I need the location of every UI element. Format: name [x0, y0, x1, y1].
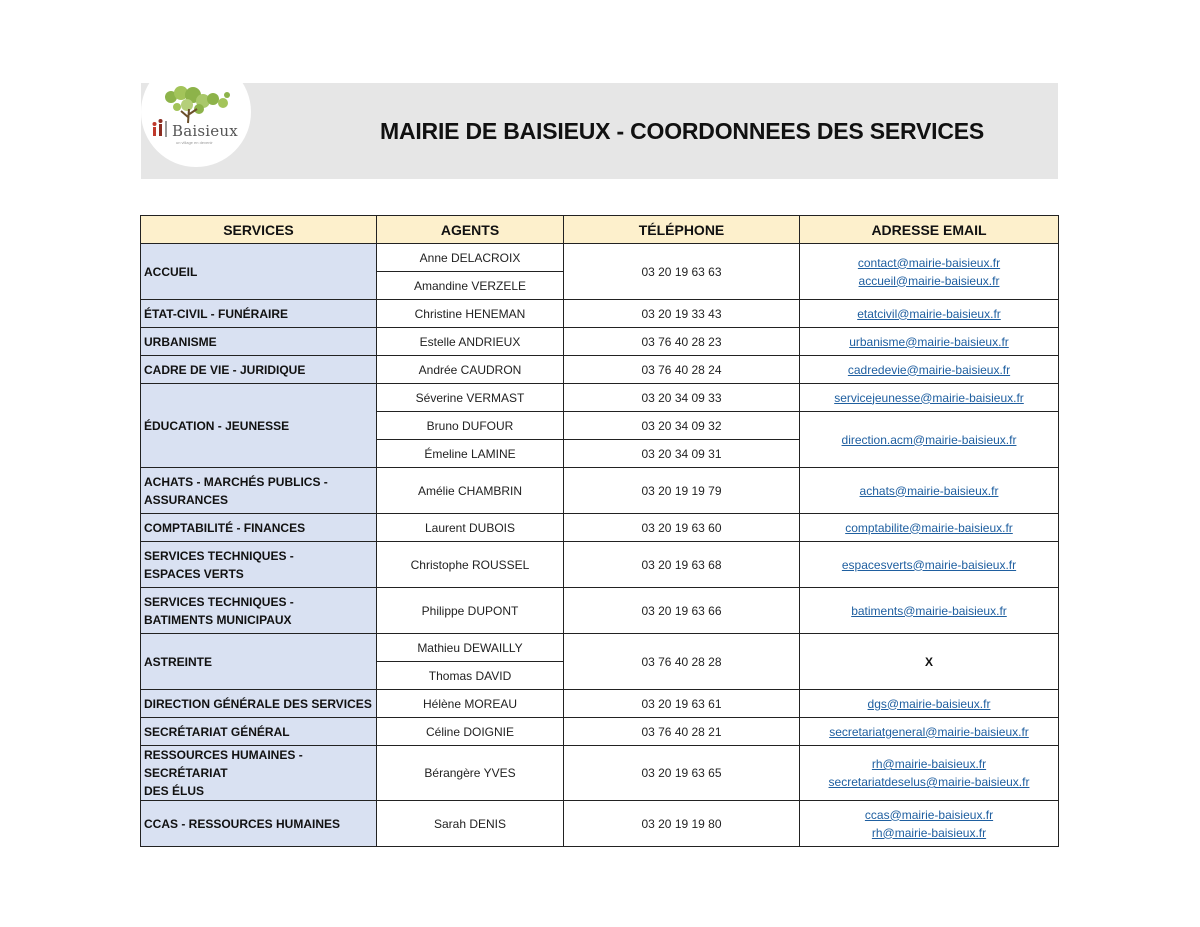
- email-cell: [800, 634, 1059, 690]
- service-line: SERVICES TECHNIQUES -: [144, 548, 294, 563]
- email-link[interactable]: dgs@mairie-baisieux.fr: [867, 696, 991, 711]
- phone-cell: 03 20 19 63 60: [564, 514, 800, 542]
- service-line: ESPACES VERTS: [144, 566, 244, 581]
- email-cell: [800, 588, 1059, 634]
- email-link[interactable]: rh@mairie-baisieux.fr: [871, 825, 987, 840]
- email-link[interactable]: secretariatgeneral@mairie-baisieux.fr: [829, 724, 1029, 739]
- page-title: MAIRIE DE BAISIEUX - COORDONNEES DES SERVICES: [380, 118, 985, 144]
- phone-cell: 03 20 34 09 33: [564, 384, 800, 412]
- phone-cell: 03 20 19 63 66: [564, 588, 800, 634]
- table-row: [141, 718, 1059, 746]
- email-link[interactable]: espacesverts@mairie-baisieux.fr: [841, 557, 1017, 572]
- phone-cell: 03 20 34 09 31: [564, 440, 800, 468]
- agent-cell: Christine HENEMAN: [377, 300, 564, 328]
- service-cell: [141, 542, 377, 588]
- service-cell: ACCUEIL: [141, 244, 377, 300]
- email-cell: [800, 801, 1059, 847]
- logo-text: Baisieux: [172, 122, 238, 140]
- phone-cell: 03 20 19 63 68: [564, 542, 800, 588]
- email-cell: [800, 384, 1059, 412]
- email-cell: [800, 468, 1059, 514]
- table-row: [141, 542, 1059, 588]
- service-line: ASSURANCES: [144, 492, 229, 507]
- agent-cell: Céline DOIGNIE: [377, 718, 564, 746]
- agent-cell: Philippe DUPONT: [377, 588, 564, 634]
- column-header-email: ADRESSE EMAIL: [800, 216, 1059, 244]
- agent-cell: Andrée CAUDRON: [377, 356, 564, 384]
- service-cell: CADRE DE VIE - JURIDIQUE: [141, 356, 377, 384]
- phone-cell: 03 76 40 28 21: [564, 718, 800, 746]
- table-row: [141, 588, 1059, 634]
- email-cell: [800, 356, 1059, 384]
- email-cell: [800, 746, 1059, 801]
- column-header-agents: AGENTS: [377, 216, 564, 244]
- agent-cell: Amandine VERZELE: [377, 272, 564, 300]
- agent-cell: Hélène MOREAU: [377, 690, 564, 718]
- email-cell: [800, 542, 1059, 588]
- service-cell: SECRÉTARIAT GÉNÉRAL: [141, 718, 377, 746]
- email-cell: [800, 300, 1059, 328]
- services-table: [140, 215, 1059, 847]
- table-row: [141, 801, 1059, 847]
- phone-cell: 03 76 40 28 28: [564, 634, 800, 690]
- service-line: ACHATS - MARCHÉS PUBLICS -: [144, 474, 328, 489]
- phone-cell: 03 20 34 09 32: [564, 412, 800, 440]
- service-cell: ÉDUCATION - JEUNESSE: [141, 384, 377, 468]
- email-link[interactable]: direction.acm@mairie-baisieux.fr: [841, 432, 1017, 447]
- email-link[interactable]: accueil@mairie-baisieux.fr: [858, 273, 1000, 288]
- agent-cell: Séverine VERMAST: [377, 384, 564, 412]
- email-link[interactable]: etatcivil@mairie-baisieux.fr: [857, 306, 1001, 321]
- phone-cell: 03 20 19 33 43: [564, 300, 800, 328]
- email-link[interactable]: servicejeunesse@mairie-baisieux.fr: [834, 390, 1024, 405]
- agent-cell: Amélie CHAMBRIN: [377, 468, 564, 514]
- table-row: [141, 356, 1059, 384]
- email-cell: [800, 328, 1059, 356]
- agent-cell: Estelle ANDRIEUX: [377, 328, 564, 356]
- email-cell: [800, 244, 1059, 300]
- agent-cell: Émeline LAMINE: [377, 440, 564, 468]
- no-email-mark: X: [924, 654, 933, 669]
- email-cell: [800, 514, 1059, 542]
- table-row: [141, 300, 1059, 328]
- agent-cell: Christophe ROUSSEL: [377, 542, 564, 588]
- service-cell: ÉTAT-CIVIL - FUNÉRAIRE: [141, 300, 377, 328]
- service-line: SERVICES TECHNIQUES -: [144, 594, 294, 609]
- table-row: [141, 634, 1059, 662]
- table-row: [141, 244, 1059, 272]
- email-cell: [800, 718, 1059, 746]
- table-row: [141, 384, 1059, 412]
- table-row: [141, 690, 1059, 718]
- service-cell: CCAS - RESSOURCES HUMAINES: [141, 801, 377, 847]
- agent-cell: Anne DELACROIX: [377, 244, 564, 272]
- logo-tagline: un village en devenir: [176, 140, 213, 145]
- agent-cell: Thomas DAVID: [377, 662, 564, 690]
- phone-cell: 03 76 40 28 24: [564, 356, 800, 384]
- email-link[interactable]: urbanisme@mairie-baisieux.fr: [849, 334, 1009, 349]
- phone-cell: 03 20 19 63 63: [564, 244, 800, 300]
- service-cell: ASTREINTE: [141, 634, 377, 690]
- phone-cell: 03 20 19 63 61: [564, 690, 800, 718]
- service-line: DES ÉLUS: [144, 784, 205, 798]
- phone-cell: 03 20 19 63 65: [564, 746, 800, 801]
- service-line: RESSOURCES HUMAINES - SECRÉTARIAT: [144, 748, 303, 780]
- service-cell: [141, 588, 377, 634]
- agent-cell: Laurent DUBOIS: [377, 514, 564, 542]
- email-link[interactable]: comptabilite@mairie-baisieux.fr: [845, 520, 1013, 535]
- email-cell: [800, 412, 1059, 468]
- email-link[interactable]: achats@mairie-baisieux.fr: [859, 483, 999, 498]
- table-row: [141, 468, 1059, 514]
- agent-cell: Sarah DENIS: [377, 801, 564, 847]
- service-cell: [141, 746, 377, 801]
- email-link[interactable]: batiments@mairie-baisieux.fr: [851, 603, 1007, 618]
- email-link[interactable]: ccas@mairie-baisieux.fr: [864, 807, 994, 822]
- table-row: [141, 328, 1059, 356]
- agent-cell: Mathieu DEWAILLY: [377, 634, 564, 662]
- column-header-services: SERVICES: [141, 216, 377, 244]
- phone-cell: 03 76 40 28 23: [564, 328, 800, 356]
- service-line: BATIMENTS MUNICIPAUX: [144, 612, 292, 627]
- tree-logo-icon: [141, 57, 251, 167]
- email-link[interactable]: rh@mairie-baisieux.fr: [871, 757, 987, 771]
- agent-cell: Bérangère YVES: [377, 746, 564, 801]
- email-cell: [800, 690, 1059, 718]
- logo: [141, 57, 251, 167]
- service-cell: COMPTABILITÉ - FINANCES: [141, 514, 377, 542]
- table-row: [141, 514, 1059, 542]
- email-link[interactable]: secretariatdeselus@mairie-baisieux.fr: [828, 775, 1030, 789]
- email-link[interactable]: cadredevie@mairie-baisieux.fr: [847, 362, 1011, 377]
- table-header-row: [141, 216, 1059, 244]
- service-cell: URBANISME: [141, 328, 377, 356]
- service-cell: [141, 468, 377, 514]
- phone-cell: 03 20 19 19 79: [564, 468, 800, 514]
- phone-cell: 03 20 19 19 80: [564, 801, 800, 847]
- table-row: [141, 746, 1059, 801]
- email-link[interactable]: contact@mairie-baisieux.fr: [857, 255, 1001, 270]
- agent-cell: Bruno DUFOUR: [377, 412, 564, 440]
- service-cell: DIRECTION GÉNÉRALE DES SERVICES: [141, 690, 377, 718]
- column-header-telephone: TÉLÉPHONE: [564, 216, 800, 244]
